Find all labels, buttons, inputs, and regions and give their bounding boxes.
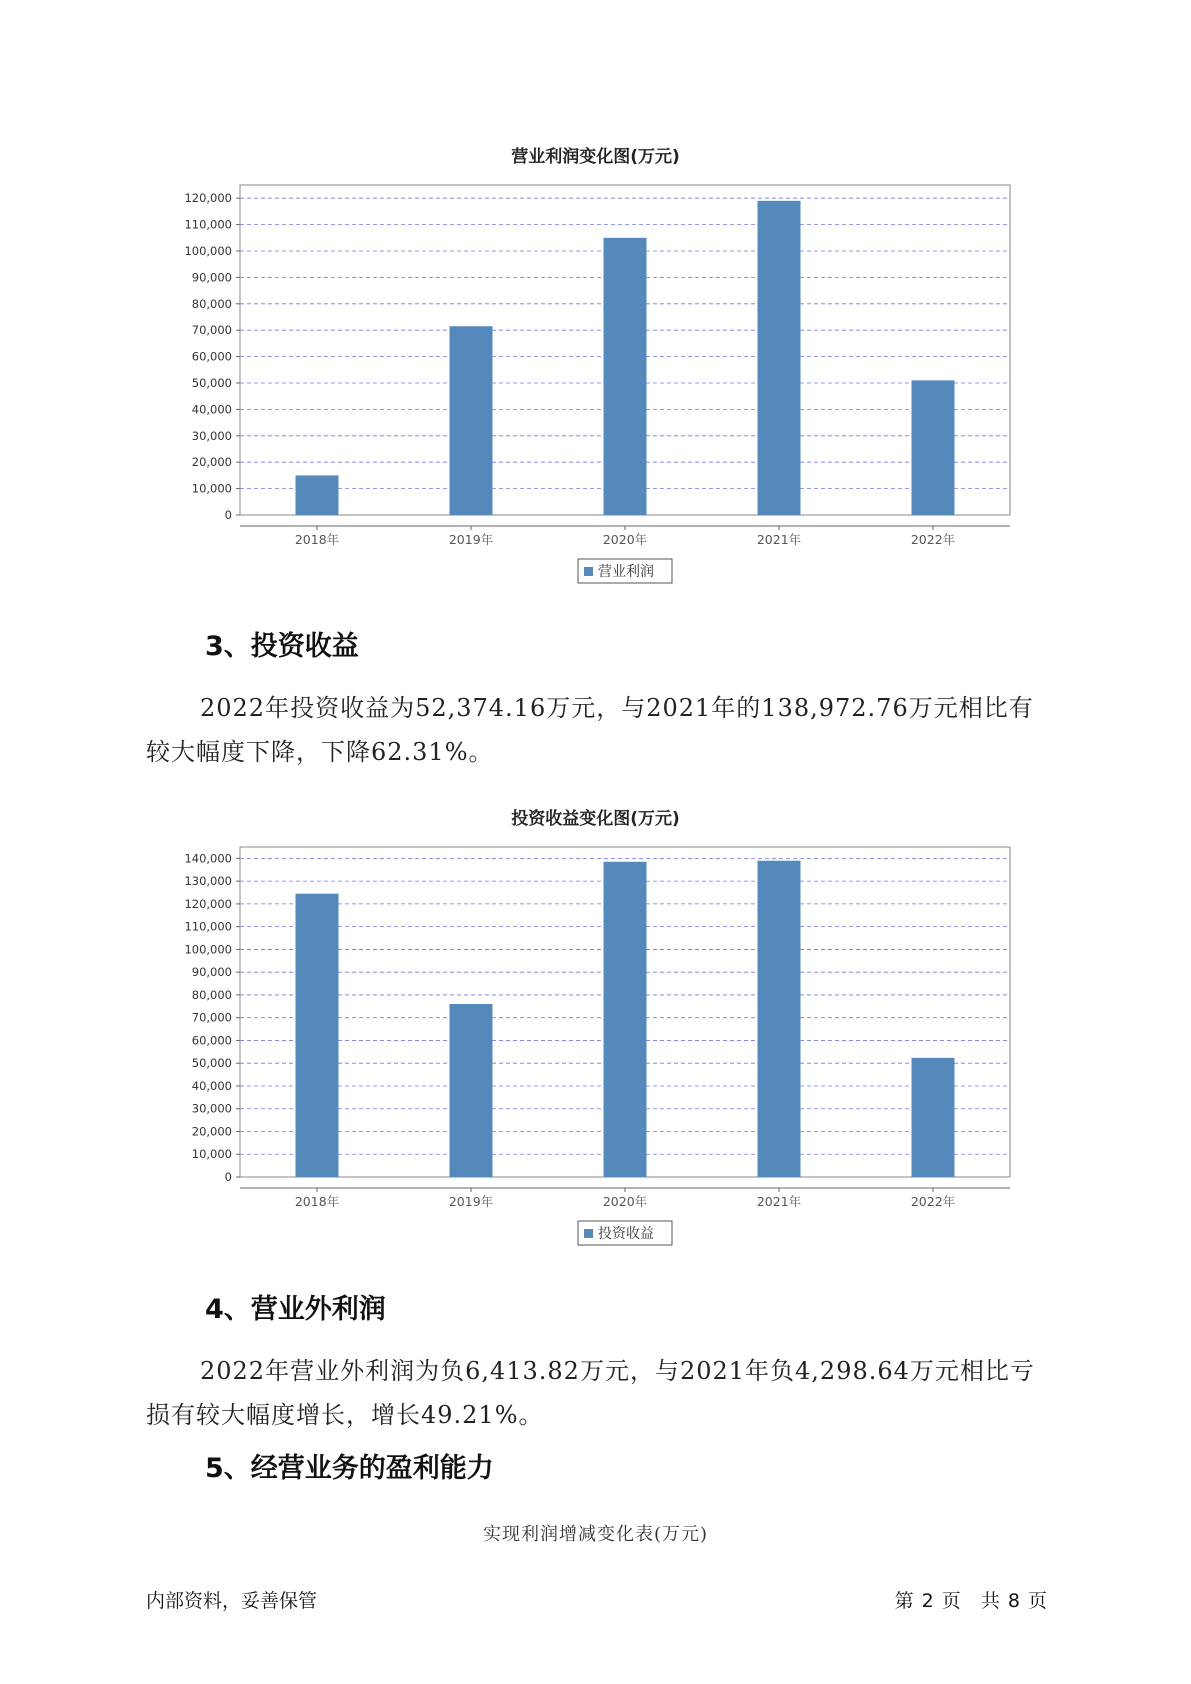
chart1-legend-label: 营业利润 bbox=[598, 564, 654, 580]
chart1-ytick-label: 70,000 bbox=[191, 323, 232, 338]
chart1-ytick-label: 60,000 bbox=[191, 349, 232, 364]
page-mid: 页 bbox=[941, 1590, 961, 1612]
chart1-ytick-label: 100,000 bbox=[184, 244, 232, 258]
chart2-ytick-label: 110,000 bbox=[184, 919, 232, 934]
footer-page-number bbox=[891, 1586, 1051, 1613]
chart1-ytick-label: 0 bbox=[224, 508, 232, 522]
chart2-title: 投资收益变化图(万元) bbox=[511, 809, 680, 829]
chart2-ytick-label: 10,000 bbox=[191, 1147, 232, 1162]
chart1-title: 营业利润变化图(万元) bbox=[511, 147, 680, 167]
footer-confidential: 内部资料，妥善保管 bbox=[146, 1590, 318, 1612]
chart2-legend-swatch bbox=[584, 1229, 593, 1238]
chart1-ytick-label: 120,000 bbox=[184, 191, 232, 206]
chart2-ytick-label: 40,000 bbox=[191, 1078, 232, 1093]
chart2-ytick-label: 50,000 bbox=[191, 1056, 232, 1071]
chart2-ytick-label: 60,000 bbox=[191, 1033, 232, 1048]
chart2-ytick-label: 140,000 bbox=[184, 851, 232, 866]
chart2-xtick-label: 2021年 bbox=[756, 1194, 802, 1209]
chart1-ytick-label: 80,000 bbox=[191, 296, 232, 311]
page-suffix: 页 bbox=[1027, 1590, 1047, 1612]
chart2-bar bbox=[604, 862, 647, 1177]
chart2-bar bbox=[912, 1058, 955, 1177]
chart2-ytick-label: 0 bbox=[224, 1170, 232, 1184]
chart2-bar bbox=[296, 894, 339, 1177]
chart2-xtick-label: 2022年 bbox=[910, 1194, 956, 1209]
page-prefix: 第 bbox=[894, 1590, 914, 1612]
section-4-paragraph bbox=[146, 1349, 1056, 1437]
chart1-xtick-label: 2022年 bbox=[910, 532, 956, 547]
chart1-ytick-label: 110,000 bbox=[184, 217, 232, 232]
section-4-heading: 4、营业外利润 bbox=[205, 1294, 386, 1325]
chart2-ytick-label: 30,000 bbox=[191, 1101, 232, 1116]
chart2-ytick-label: 20,000 bbox=[191, 1124, 232, 1139]
table-caption: 实现利润增减变化表(万元) bbox=[482, 1524, 709, 1545]
chart2-ytick-label: 100,000 bbox=[184, 942, 232, 957]
chart2-ytick-label: 70,000 bbox=[191, 1010, 232, 1025]
chart1-ytick-label: 20,000 bbox=[191, 455, 232, 470]
page-total-prefix: 共 bbox=[980, 1590, 1000, 1612]
chart2-bar bbox=[758, 861, 801, 1177]
section-3-heading: 3、投资收益 bbox=[205, 631, 359, 662]
chart2-ytick-label: 80,000 bbox=[191, 987, 232, 1002]
chart2-xtick-label: 2020年 bbox=[602, 1194, 648, 1209]
chart2-ytick-label: 120,000 bbox=[184, 896, 232, 911]
chart1-xtick-label: 2020年 bbox=[602, 532, 648, 547]
chart1-xtick-label: 2021年 bbox=[756, 532, 802, 547]
chart1-ytick-label: 90,000 bbox=[191, 270, 232, 285]
chart2-ytick-label: 130,000 bbox=[184, 874, 232, 889]
chart2-ytick-label: 90,000 bbox=[191, 965, 232, 980]
chart2-legend-label: 投资收益 bbox=[598, 1226, 654, 1242]
chart1-xtick-label: 2018年 bbox=[294, 532, 340, 547]
page-current: 2 bbox=[921, 1590, 934, 1612]
section-3-text: 2022年投资收益为52,374.16万元，与2021年的138,972.76万元相比有较大幅度下降，下降62.31%。 bbox=[146, 694, 1034, 766]
chart1-ytick-label: 50,000 bbox=[191, 376, 232, 390]
page-total: 8 bbox=[1007, 1590, 1020, 1612]
chart2-xtick-label: 2018年 bbox=[294, 1194, 340, 1209]
section-5-heading: 5、经营业务的盈利能力 bbox=[205, 1453, 494, 1484]
chart1-ytick-label: 40,000 bbox=[191, 402, 232, 417]
chart2-xtick-label: 2019年 bbox=[448, 1194, 494, 1209]
chart1-ytick-label: 30,000 bbox=[191, 428, 232, 443]
section-4-text: 2022年营业外利润为负6,413.82万元，与2021年负4,298.64万元相比亏损有较大幅度增长，增长49.21%。 bbox=[146, 1357, 1035, 1429]
chart1-ytick-label: 10,000 bbox=[191, 481, 232, 496]
chart1-xtick-label: 2019年 bbox=[448, 532, 494, 547]
chart2-bar bbox=[450, 1004, 493, 1177]
